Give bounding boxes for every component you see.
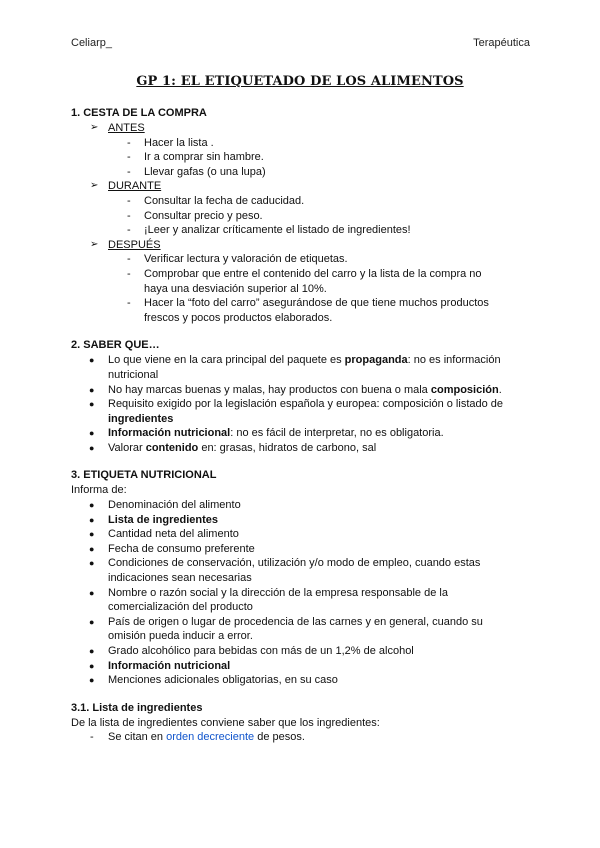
arrow-icon: ➢: [90, 180, 99, 192]
list-item: [71, 730, 531, 745]
list-item-text: Cantidad neta del alimento: [108, 528, 239, 541]
list-item-text: Menciones adicionales obligatorias, en su caso: [108, 674, 338, 687]
list-item: [71, 150, 531, 165]
highlight-link[interactable]: orden decreciente: [166, 731, 255, 744]
bullet-icon: ●: [89, 646, 95, 656]
list-item-text: Fecha de consumo preferente: [108, 542, 255, 555]
list-item: [71, 267, 531, 296]
subsection-label: DURANTE: [108, 180, 162, 193]
dash-icon: -: [127, 297, 131, 310]
text: .: [498, 383, 502, 396]
list-item-text: Llevar gafas (o una lupa): [144, 165, 266, 178]
dash-icon: -: [90, 731, 94, 744]
list-item: [71, 383, 531, 398]
list-item: [71, 673, 531, 688]
list-item-text: Información nutricional: [108, 659, 231, 672]
subsection-label: ANTES: [108, 122, 145, 134]
list-item: [71, 513, 531, 528]
section-1-heading: 1. CESTA DE LA COMPRA: [71, 107, 207, 119]
list-item: [71, 136, 531, 151]
list-item: [71, 397, 531, 426]
bullet-icon: ●: [89, 558, 95, 569]
list-item-text: Lista de ingredientes: [108, 513, 219, 526]
bullet-icon: ●: [89, 529, 95, 540]
list-item: [71, 586, 531, 615]
list-item-text: Consultar la fecha de caducidad.: [144, 194, 305, 207]
bullet-icon: ●: [89, 514, 95, 525]
section-2-heading: 2. SABER QUE…: [71, 339, 160, 352]
list-item-text: Nombre o razón social y la dirección de la empresa responsable de la comercialización del producto: [108, 586, 448, 614]
text: Lo que viene en la cara principal del paquete es: [108, 354, 345, 367]
arrow-icon: ➢: [90, 238, 99, 250]
section-3-1-intro: De la lista de ingredientes conviene saber que los ingredientes:: [71, 716, 380, 729]
subsection-despues: [71, 238, 531, 253]
list-item: [71, 615, 531, 644]
list-item: [71, 542, 531, 557]
list-item-text: Denominación del alimento: [108, 499, 241, 512]
list-item: [71, 527, 531, 542]
list-item-text: Ir a comprar sin hambre.: [144, 151, 264, 164]
header-right: Terapéutica: [473, 37, 530, 49]
list-item: [71, 296, 531, 325]
bold-text: Información nutricional: [108, 427, 231, 440]
bullet-icon: ●: [89, 384, 95, 395]
subsection-antes: [71, 121, 531, 136]
section-3-1-heading: 3.1. Lista de ingredientes: [71, 701, 203, 714]
list-item: [71, 426, 531, 441]
list-item-text: Hacer la lista .: [144, 136, 214, 149]
list-item-text: Hacer la “foto del carro” asegurándose de que tiene muchos productos frescos y pocos productos elaborados.: [144, 297, 489, 324]
dash-icon: -: [127, 253, 131, 266]
text: Requisito exigido por la legislación española y europea: composición o listado de: [108, 398, 504, 411]
text: No hay marcas buenas y malas, hay productos con buena o mala: [108, 383, 431, 396]
bullet-icon: ●: [89, 355, 95, 366]
list-item: [71, 659, 531, 674]
dash-icon: -: [127, 151, 131, 164]
dash-icon: -: [127, 194, 131, 207]
document-body: [71, 106, 531, 745]
header-left: Celiarp_: [71, 37, 112, 49]
bullet-icon: ●: [89, 500, 95, 511]
section-3-intro: Informa de:: [71, 484, 127, 497]
bullet-icon: ●: [89, 587, 95, 598]
bold-text: composición: [430, 383, 499, 396]
list-item-text: ¡Leer y analizar críticamente el listado de ingredientes!: [144, 224, 411, 237]
subsection-durante: [71, 179, 531, 194]
list-item-text: Comprobar que entre el contenido del carro y la lista de la compra no haya una desviación superior al 10%.: [144, 267, 482, 295]
list-item: [71, 441, 531, 456]
dash-icon: -: [127, 136, 131, 149]
bold-text: ingredientes: [108, 412, 174, 425]
subsection-label: DESPUÉS: [108, 238, 161, 251]
document-title: GP 1: EL ETIQUETADO DE LOS ALIMENTOS: [136, 74, 464, 89]
list-item: [71, 353, 531, 382]
bullet-icon: ●: [89, 399, 95, 410]
bullet-icon: ●: [89, 428, 95, 439]
list-item: [71, 556, 531, 585]
dash-icon: -: [127, 267, 131, 280]
list-item: [71, 209, 531, 224]
bullet-icon: ●: [89, 675, 95, 686]
text: Valorar: [108, 441, 146, 454]
text: Se citan en: [108, 731, 167, 744]
dash-icon: -: [127, 209, 131, 222]
text: de pesos.: [254, 731, 305, 744]
list-item: [71, 252, 531, 267]
list-item: [71, 223, 531, 238]
bullet-icon: ●: [89, 616, 95, 627]
text: en: grasas, hidratos de carbono, sal: [198, 441, 377, 454]
arrow-icon: ➢: [90, 122, 99, 133]
list-item-text: Grado alcohólico para bebidas con más de un 1,2% de alcohol: [108, 645, 414, 657]
bullet-icon: ●: [89, 442, 95, 453]
list-item-text: Consultar precio y peso.: [144, 209, 263, 222]
bold-text: contenido: [145, 441, 199, 454]
list-item: [71, 644, 531, 659]
dash-icon: -: [127, 224, 131, 237]
list-item: [71, 165, 531, 180]
list-item-text: País de origen o lugar de procedencia de las carnes y en general, cuando su omisión pueda inducir a error.: [108, 615, 483, 643]
text: : no es información nutricional: [108, 354, 501, 381]
list-item-text: Verificar lectura y valoración de etiquetas.: [144, 253, 348, 266]
bullet-icon: ●: [89, 543, 95, 554]
list-item: [71, 498, 531, 513]
list-item: [71, 194, 531, 209]
dash-icon: -: [127, 165, 131, 178]
list-item-text: Condiciones de conservación, utilización y/o modo de empleo, cuando estas indicaciones sean necesarias: [108, 557, 481, 585]
section-3-heading: 3. ETIQUETA NUTRICIONAL: [71, 469, 217, 482]
bold-text: propaganda: [344, 354, 408, 367]
bullet-icon: ●: [89, 660, 95, 671]
text: : no es fácil de interpretar, no es obligatoria.: [230, 427, 444, 440]
